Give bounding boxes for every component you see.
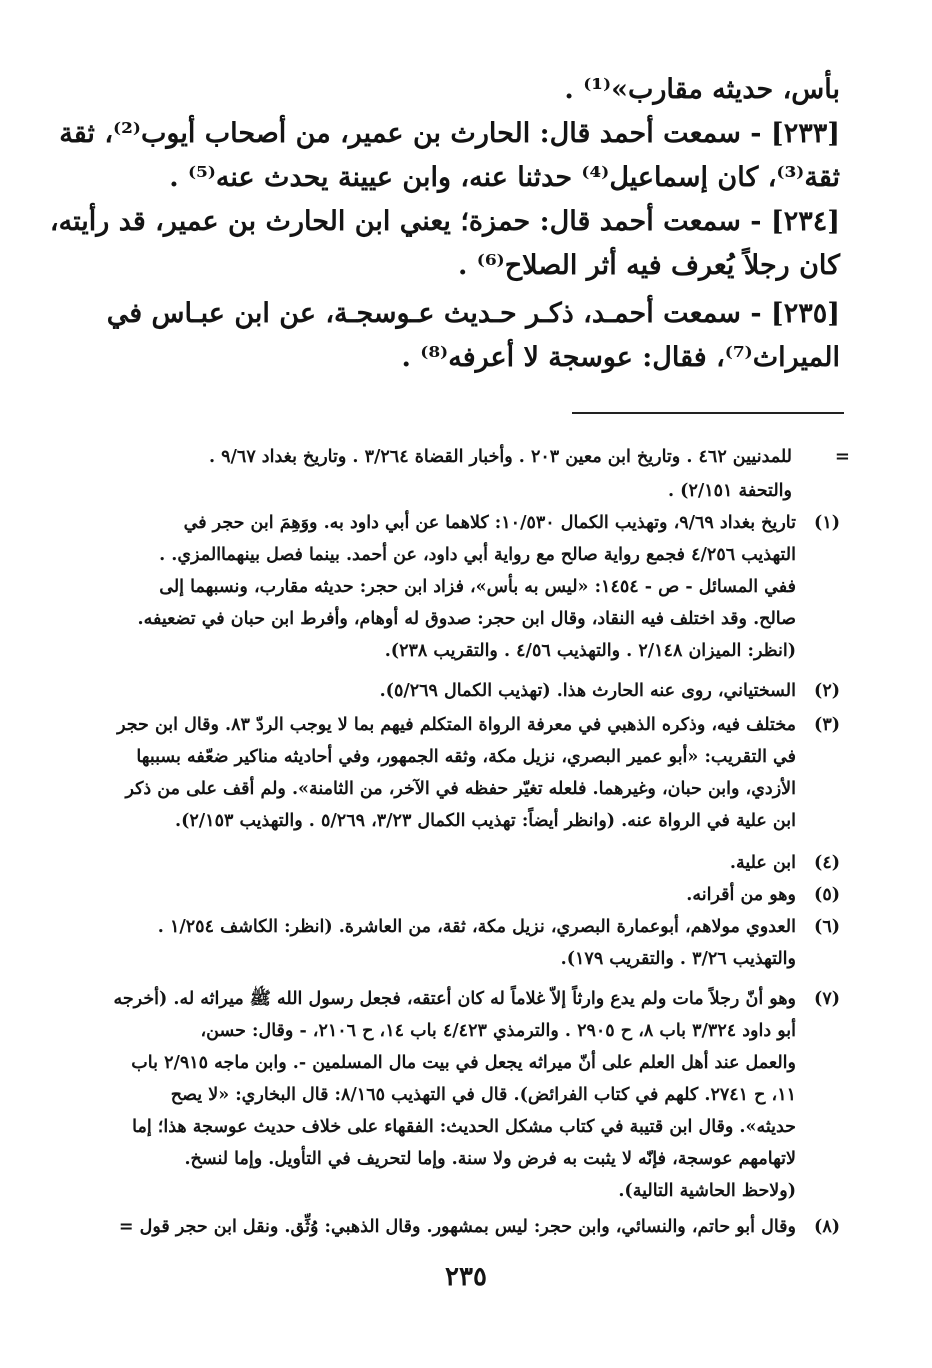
footnote-line: (ولاحظ الحاشية التالية).: [618, 1181, 796, 1201]
footnote-line: صالح. وقد اختلف فيه النقاد، وقال ابن حجر: صدوق له أوهام، وأفرط ابن حبان في تضعيفه.: [137, 609, 796, 629]
footnote-continuation-line: والتحفة ٢/١٥١) .: [667, 481, 792, 501]
main-text-line: بأس، حديثه مقارب»⁽¹⁾ .: [564, 74, 840, 105]
footnote-separator: [572, 412, 844, 414]
continuation-mark: =: [834, 446, 850, 467]
footnote-line: ففي المسائل - ص - ١٤٥٤: «ليس به بأس»، فزاد ابن حجر: حديثه مقارب، ونسبهما إلى: [159, 577, 796, 597]
footnote-line: السختياني، روى عنه الحارث هذا. (تهذيب الكمال ٥/٢٦٩).: [379, 681, 796, 701]
page-number: ٢٣٥: [445, 1262, 487, 1292]
footnote-line: حديثه». وقال ابن قتيبة في كتاب مشكل الحديث: الفقهاء على خلاف حديث عوسجة هذا؛ إما: [132, 1117, 796, 1137]
footnote-number: (٣): [814, 715, 840, 735]
main-text-line: ثقة⁽³⁾، كان إسماعيل⁽⁴⁾ حدثنا عنه، وابن عيينة يحدث عنه⁽⁵⁾ .: [169, 162, 840, 193]
footnote-line: وهو من أقرانه.: [686, 885, 796, 905]
main-text-line: الميراث⁽⁷⁾، فقال: عوسجة لا أعرفه⁽⁸⁾ .: [401, 342, 840, 373]
footnote-line: لاتهامهم عوسجة، فإنّه لا يثبت به فرض ولا سنة. وإما لتحريف في التأويل. وإما لنسخ.: [184, 1149, 796, 1169]
footnote-continuation-line: للمدنيين ٤٦٢ . وتاريخ ابن معين ٢٠٣ . وأخبار القضاة ٣/٢٦٤ . وتاريخ بغداد ٩/٦٧ .: [208, 447, 792, 467]
footnote-line: مختلف فيه، وذكره الذهبي في معرفة الرواة المتكلم فيهم بما لا يوجب الردّ ٨٣. وقال ابن حجر: [117, 715, 796, 735]
main-text-line: [٢٣٤] - سمعت أحمد قال: حمزة؛ يعني ابن الحارث بن عمير، قد رأيته،: [49, 206, 840, 237]
footnote-number: (٤): [814, 853, 840, 873]
footnote-line: ابن علية.: [729, 853, 796, 873]
footnote-line: أبو داود ٣/٣٢٤ باب ٨، ح ٢٩٠٥ . والترمذي ٤/٤٢٣ باب ١٤، ح ٢١٠٦، - وقال: حسن،: [200, 1021, 796, 1041]
footnote-number: (٦): [814, 917, 840, 937]
footnote-line: والعمل عند أهل العلم على أنّ ميراثه يجعل في بيت مال المسلمين -. وابن ماجه ٢/٩١٥ باب: [131, 1053, 796, 1073]
main-text-line: [٢٣٥] - سمعت أحمـد، ذكـر حـديث عـوسجـة، عن ابن عبـاس في: [106, 298, 840, 329]
main-text-line: [٢٣٣] - سمعت أحمد قال: الحارث بن عمير، من أصحاب أيوب⁽²⁾، ثقة: [59, 118, 840, 149]
footnote-number: (٨): [814, 1217, 840, 1237]
footnote-number: (٢): [814, 681, 840, 701]
footnote-number: (٥): [814, 885, 840, 905]
footnote-line: العدوي مولاهم، أبوعمارة البصري، نزيل مكة، ثقة، من العاشرة. (انظر: الكاشف ١/٢٥٤ .: [157, 917, 796, 937]
footnote-line: (انظر: الميزان ٢/١٤٨ . والتهذيب ٤/٥٦ . والتقريب ٢٣٨).: [384, 641, 796, 661]
footnote-line: والتهذيب ٣/٢٦ . والتقريب ١٧٩).: [560, 949, 796, 969]
footnote-line: وقال أبو حاتم، والنسائي، وابن حجر: ليس بمشهور. وقال الذهبي: وُثِّق. ونقل ابن حجر قول =: [118, 1217, 796, 1237]
footnote-line: التهذيب ٤/٢٥٦ فجمع رواية صالح مع رواية أبي داود، عن أحمد. بينما فصل بينهماالمزي. .: [159, 545, 796, 565]
footnote-line: ١١، ح ٢٧٤١. كلهم في كتاب الفرائض). قال في التهذيب ٨/١٦٥: قال البخاري: «لا يصح: [170, 1085, 796, 1105]
footnote-line: الأزدي، وابن حبان، وغيرهما. فلعله تغيّر حفظه في الآخر، من الثامنة». ولم أقف على من ذكر: [125, 779, 796, 799]
footnote-line: ابن علية في الرواة عنه. (وانظر أيضاً: تهذيب الكمال ٣/٢٣، ٥/٢٦٩ . والتهذيب ٢/١٥٣).: [175, 811, 796, 831]
footnote-number: (١): [814, 513, 840, 533]
footnote-line: تاريخ بغداد ٩/٦٩، وتهذيب الكمال ١٠/٥٣٠: كلاهما عن أبي داود به. ووَهِمَ ابن حجر في: [183, 513, 796, 533]
footnote-line: وهو أنّ رجلاً مات ولم يدع وارثاً إلاّ غلاماً له كان أعتقه، فجعل رسول الله ﷺ ميراثه له. (أخرجه: [113, 989, 796, 1009]
footnote-number: (٧): [814, 989, 840, 1009]
footnote-line: في التقريب: «أبو عمير البصري، نزيل مكة، وثقه الجمهور، وفي أحاديثه مناكير ضعّفه بسببها: [136, 747, 796, 767]
main-text-line: كان رجلاً يُعرف فيه أثر الصلاح⁽⁶⁾ .: [457, 250, 840, 281]
